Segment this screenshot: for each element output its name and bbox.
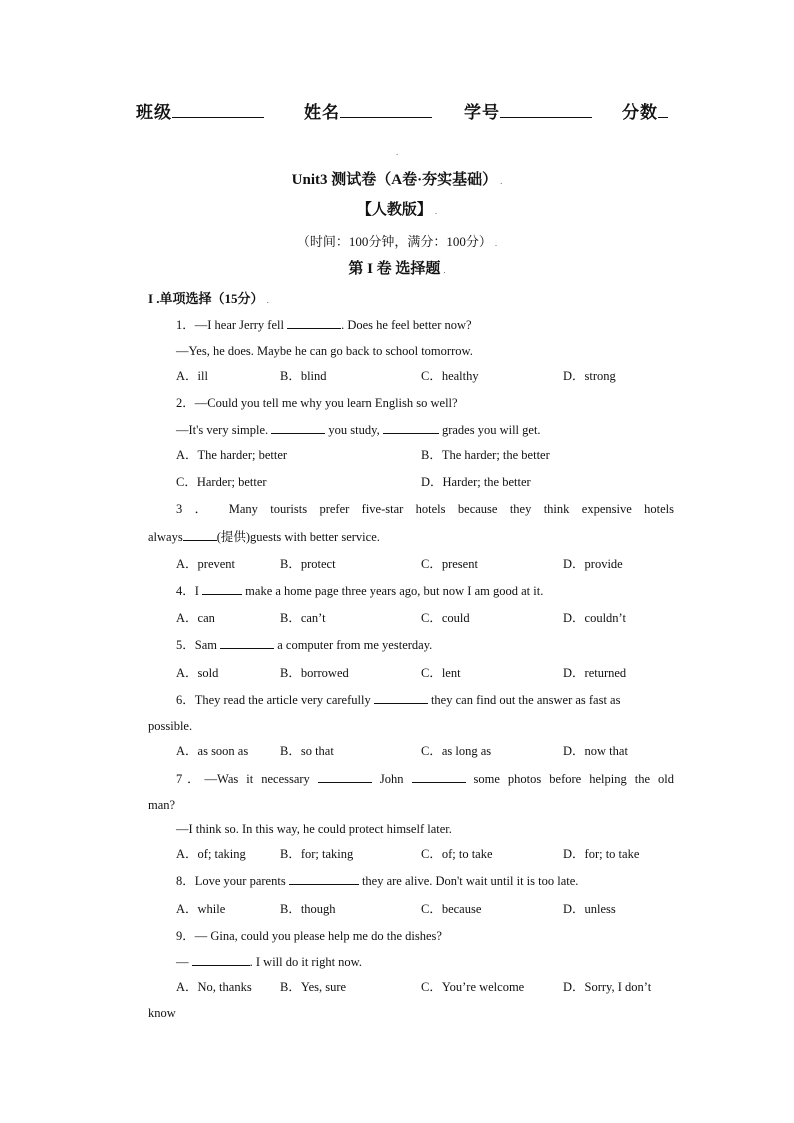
- question-3: 3 ． Many tourists prefer five-star hotels because they think expensive hotels: [176, 502, 674, 516]
- option-d[interactable]: D．Harder; the better: [421, 475, 531, 489]
- option-c[interactable]: C．healthy: [421, 369, 479, 383]
- option-a[interactable]: A．can: [176, 611, 215, 625]
- question-5: 5．Sam a computer from me yesterday.: [176, 638, 433, 652]
- answer-blank[interactable]: [287, 317, 341, 329]
- question-4: 4．I make a home page three years ago, but now I am good at it.: [176, 584, 544, 598]
- question-6-cont: possible.: [148, 719, 193, 733]
- option-b[interactable]: B．protect: [280, 557, 336, 571]
- option-a[interactable]: A．as soon as: [176, 744, 249, 758]
- question-1: 1．—I hear Jerry fell . Does he feel better now?: [176, 318, 472, 332]
- option-c[interactable]: C．lent: [421, 666, 461, 680]
- option-d[interactable]: D．now that: [563, 744, 628, 758]
- question-2-dialog: —It's very simple. you study, grades you will get.: [176, 423, 541, 437]
- answer-blank[interactable]: [220, 637, 274, 649]
- option-a[interactable]: A．sold: [176, 666, 219, 680]
- id-field: [464, 98, 592, 123]
- option-b[interactable]: B．borrowed: [280, 666, 349, 680]
- answer-blank[interactable]: [202, 583, 242, 595]
- class-label: 班级: [136, 103, 172, 122]
- answer-blank[interactable]: [318, 771, 372, 783]
- question-7-dialog: —I think so. In this way, he could protect himself later.: [176, 822, 452, 836]
- question-9-dialog: — . I will do it right now.: [176, 955, 363, 969]
- name-blank[interactable]: [340, 103, 432, 118]
- paragraph-mark: .: [396, 147, 399, 157]
- option-a[interactable]: A．while: [176, 902, 226, 916]
- answer-blank[interactable]: [412, 771, 466, 783]
- option-a[interactable]: A．The harder; better: [176, 448, 288, 462]
- answer-blank[interactable]: [192, 954, 250, 966]
- option-d[interactable]: D．strong: [563, 369, 616, 383]
- id-blank[interactable]: [500, 103, 592, 118]
- question-8: 8．Love your parents they are alive. Don't wait until it is too late.: [176, 874, 579, 888]
- question-7-cont: man?: [148, 798, 176, 812]
- test-title: Unit3 测试卷（A卷·夯实基础） .: [291, 172, 503, 188]
- option-c[interactable]: C．as long as: [421, 744, 492, 758]
- option-d[interactable]: D．returned: [563, 666, 627, 680]
- answer-blank[interactable]: [374, 692, 428, 704]
- class-field: [136, 98, 264, 123]
- option-c[interactable]: C．because: [421, 902, 482, 916]
- option-c[interactable]: C．Harder; better: [176, 475, 267, 489]
- id-label: 学号: [464, 103, 500, 122]
- option-b[interactable]: B．can’t: [280, 611, 326, 625]
- option-b[interactable]: B．so that: [280, 744, 334, 758]
- score-blank[interactable]: [658, 103, 668, 118]
- option-c[interactable]: C．of; to take: [421, 847, 493, 861]
- option-b[interactable]: B．Yes, sure: [280, 980, 347, 994]
- option-c[interactable]: C．present: [421, 557, 478, 571]
- option-a[interactable]: A．prevent: [176, 557, 236, 571]
- option-d-cont: know: [148, 1006, 176, 1020]
- answer-blank[interactable]: [183, 529, 217, 541]
- name-label: 姓名: [304, 103, 340, 122]
- question-6: 6．They read the article very carefully they can find out the answer as fast as: [176, 693, 621, 707]
- edition-title: 【人教版】 .: [356, 202, 438, 218]
- option-d[interactable]: D．Sorry, I don’t: [563, 980, 652, 994]
- answer-blank[interactable]: [271, 422, 325, 434]
- option-a[interactable]: A．of; taking: [176, 847, 246, 861]
- option-c[interactable]: C．could: [421, 611, 470, 625]
- name-field: [304, 98, 432, 123]
- option-a[interactable]: A．ill: [176, 369, 208, 383]
- option-b[interactable]: B．blind: [280, 369, 327, 383]
- part-title: 第 I 卷 选择题 .: [348, 261, 446, 277]
- option-b[interactable]: B．for; taking: [280, 847, 354, 861]
- option-d[interactable]: D．couldn’t: [563, 611, 626, 625]
- option-b[interactable]: B．though: [280, 902, 336, 916]
- class-blank[interactable]: [172, 103, 264, 118]
- option-d[interactable]: D．for; to take: [563, 847, 640, 861]
- question-3-cont: always (提供)guests with better service.: [148, 530, 380, 544]
- section-title: I .单项选择（15分） .: [148, 291, 269, 306]
- score-field: [622, 98, 668, 123]
- option-a[interactable]: A．No, thanks: [176, 980, 252, 994]
- option-d[interactable]: D．unless: [563, 902, 616, 916]
- question-7: 7．—Was it necessary John some photos before helping the old: [176, 772, 674, 786]
- answer-blank[interactable]: [383, 422, 439, 434]
- question-2: 2．—Could you tell me why you learn English so well?: [176, 396, 458, 410]
- option-b[interactable]: B．The harder; the better: [421, 448, 550, 462]
- time-info: （时间：100分钟，满分：100分） .: [296, 234, 498, 249]
- option-c[interactable]: C．You’re welcome: [421, 980, 525, 994]
- score-label: 分数: [622, 103, 658, 122]
- option-d[interactable]: D．provide: [563, 557, 623, 571]
- question-1-dialog: —Yes, he does. Maybe he can go back to school tomorrow.: [176, 344, 473, 358]
- question-9: 9．— Gina, could you please help me do the dishes?: [176, 929, 442, 943]
- answer-blank[interactable]: [289, 873, 359, 885]
